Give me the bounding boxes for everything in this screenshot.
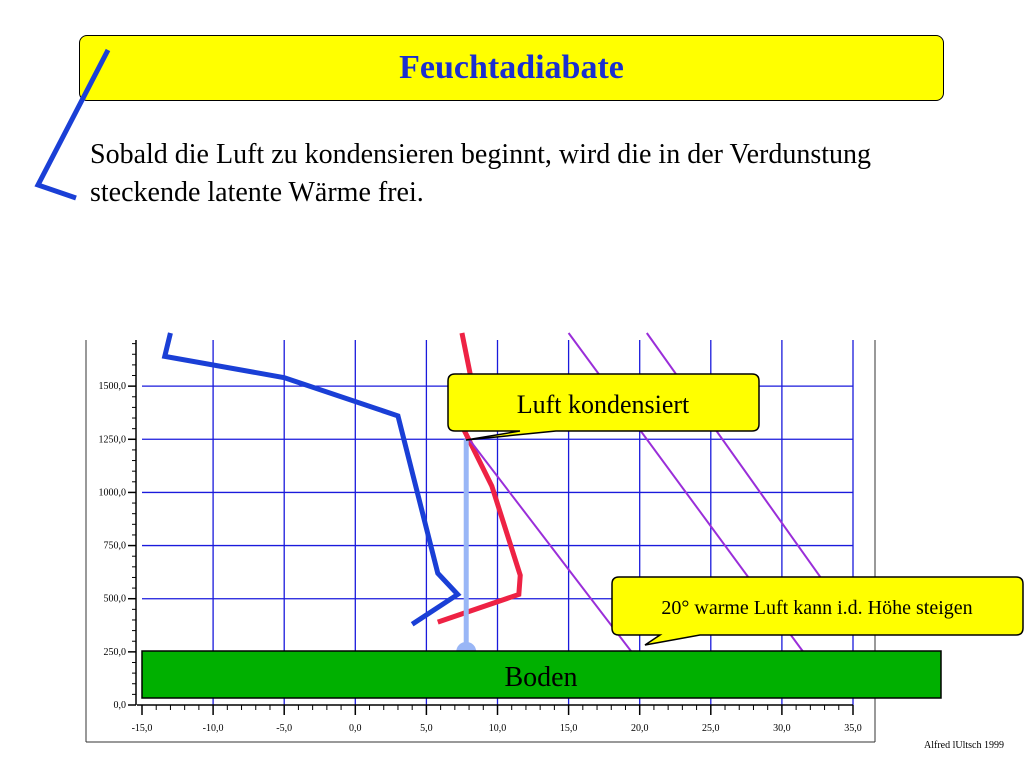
y-tick-label: 1000,0 (98, 487, 126, 499)
y-tick-label: 0,0 (113, 700, 126, 711)
x-tick-label: 30,0 (773, 723, 791, 734)
x-tick-label: -5,0 (276, 723, 293, 734)
y-tick-label: 250,0 (103, 646, 126, 658)
y-tick-label: 1250,0 (98, 434, 126, 446)
condensation-callout-label: Luft kondensiert (516, 390, 690, 419)
y-tick-label: 500,0 (103, 593, 126, 605)
ground-label: Boden (504, 662, 578, 693)
x-tick-label: 10,0 (488, 723, 507, 734)
y-tick-label: 750,0 (103, 540, 126, 552)
x-tick-label: 35,0 (844, 723, 862, 734)
x-tick-label: 25,0 (702, 723, 720, 734)
rising-air-callout (612, 577, 1023, 645)
x-tick-label: 0,0 (349, 723, 362, 734)
rising-air-callout-label: 20° warme Luft kann i.d. Höhe steigen (661, 597, 973, 619)
condensation-callout (448, 374, 759, 440)
y-tick-label: 1500,0 (98, 381, 126, 393)
x-tick-label: 5,0 (420, 723, 433, 734)
x-tick-label: -15,0 (131, 723, 153, 734)
x-tick-label: 20,0 (630, 723, 649, 734)
footer-credit: Alfred lUltsch 1999 (924, 740, 1004, 751)
slide-title: Feuchtadiabate (399, 49, 624, 86)
x-tick-label: -10,0 (202, 723, 224, 734)
x-tick-label: 15,0 (559, 723, 578, 734)
slide-body-text: Sobald die Luft zu kondensieren beginnt, wird die in der Verdunstung steckende latente Wärme frei. (90, 139, 871, 208)
